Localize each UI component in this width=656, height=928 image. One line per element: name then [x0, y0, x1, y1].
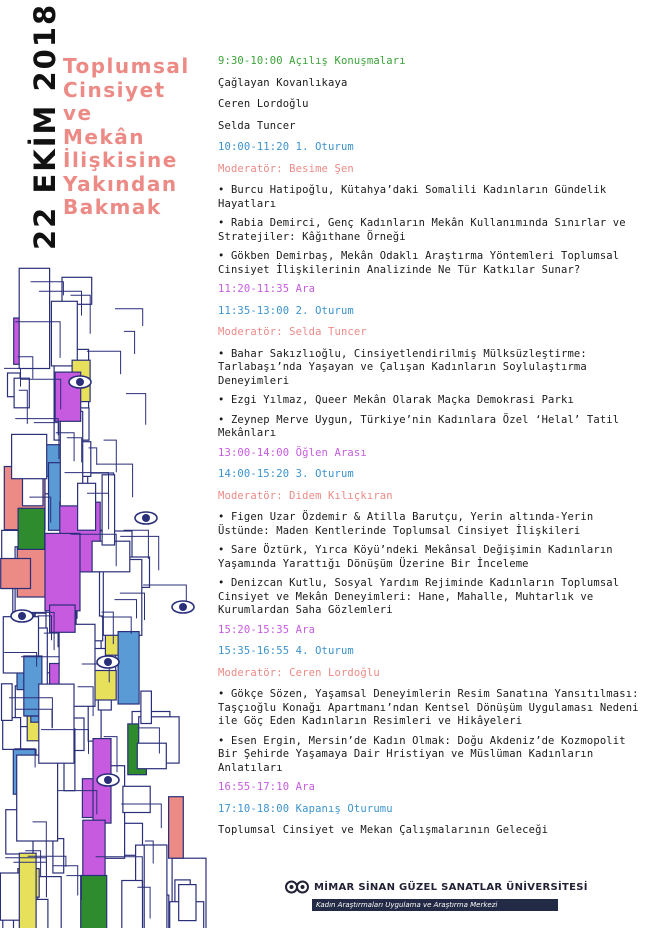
- opening-speaker: Çağlayan Kovanlıkaya: [218, 76, 348, 89]
- art-building-outline: [123, 786, 150, 812]
- event-title: [63, 55, 213, 220]
- talk-item: • Gökçe Sözen, Yaşamsal Deneyimlerin Resim Sanatına Yansıtılması: Taşçıoğlu Konağı Apartmanı’ndan Kentsel Dönüşüm Uygulaması Nedeni ile Göç Eden Kadınların Resimleri ve Hikâyeleri: [218, 688, 639, 727]
- session-heading: 10:00-11:20 1. Oturum: [218, 141, 354, 153]
- talk-item: • Esen Ergin, Mersin’de Kadın Olmak: Doğu Akdeniz’de Kozmopolit Bir Şehirde Yaşamaya Dair Hristiyan ve Müslüman Kadınların Anlatıları: [218, 734, 626, 774]
- talk-item: • Figen Uzar Özdemir & Atilla Barutçu, Yerin altında-Yerin Üstünde: Maden Kentlerinde Toplumsal Cinsiyet İlişkileri: [218, 511, 594, 537]
- session-moderator: Moderatör: Selda Tuncer: [218, 326, 367, 338]
- eye-icon: [11, 610, 33, 622]
- footer: [285, 880, 588, 911]
- art-colored-block: [19, 853, 36, 928]
- art-building-outline: [23, 476, 44, 506]
- art-building-outline: [137, 743, 166, 769]
- session-heading: 11:35-13:00 2. Oturum: [218, 304, 354, 317]
- title-line: Yakından: [63, 171, 178, 196]
- title-line: İlişkisine: [63, 148, 178, 172]
- talk-item: • Ezgi Yılmaz, Queer Mekân Olarak Maçka Demokrasi Parkı: [218, 394, 574, 406]
- art-building-outline: [141, 691, 152, 723]
- eye-icon: [97, 774, 119, 786]
- art-colored-block: [118, 632, 139, 704]
- art-building-outline: [0, 873, 20, 920]
- art-colored-block: [45, 533, 80, 610]
- closing-topic: Toplumsal Cinsiyet ve Mekan Çalışmalarının Geleceği: [218, 824, 549, 836]
- break-item: 16:55-17:10 Ara: [218, 781, 316, 793]
- title-line: Cinsiyet: [63, 77, 166, 102]
- art-line: [126, 394, 146, 425]
- art-colored-block: [81, 876, 107, 928]
- break-item: 13:00-14:00 Öğlen Arası: [218, 446, 367, 459]
- art-line: [115, 309, 143, 326]
- art-building-outline: [2, 684, 13, 721]
- art-line: [104, 440, 117, 472]
- university-row: [285, 880, 588, 894]
- talk-item: • Rabia Demirci, Genç Kadınların Mekân Kullanımında Sınırlar ve Stratejiler: Kâğıthane Örneği: [218, 217, 626, 243]
- art-line: [87, 351, 121, 374]
- research-center-name: Kadın Araştırmaları Uygulama ve Araştırma Merkezi: [312, 899, 558, 911]
- session-heading: 14:00-15:20 3. Oturum: [218, 468, 354, 480]
- art-building-outline: [144, 845, 167, 928]
- art-building-outline: [39, 684, 74, 763]
- program-list: [218, 55, 643, 846]
- session-moderator: Moderatör: Besime Şen: [218, 162, 354, 175]
- event-date: 22 EKİM 2018: [28, 2, 62, 250]
- title-line: Bakmak: [63, 195, 162, 219]
- art-colored-block: [169, 797, 184, 859]
- art-building-outline: [12, 434, 47, 478]
- art-building-outline: [92, 541, 130, 572]
- art-building-outline: [17, 755, 58, 841]
- break-item: 15:20-15:35 Ara: [218, 623, 316, 636]
- opening-speaker: Selda Tuncer: [218, 119, 296, 132]
- session-moderator: Moderatör: Didem Kılıçkıran: [218, 489, 393, 502]
- title-line: Toplumsal: [63, 54, 190, 78]
- art-colored-block: [1, 559, 31, 589]
- talk-item: • Burcu Hatipoğlu, Kütahya’daki Somalili Kadınların Gündelik Hayatları: [218, 184, 607, 210]
- eye-icon: [172, 601, 194, 613]
- talk-item: • Gökben Demirbaş, Mekân Odaklı Araştırma Yöntemleri Toplumsal Cinsiyet İlişkilerinin Analizinde Ne Tür Katkılar Sunar?: [218, 250, 620, 276]
- talk-item: • Sare Öztürk, Yırca Köyü’ndeki Mekânsal Değişimin Kadınların Yaşamında Yarattığı Dönüşüm Üzerine Bir İnceleme: [218, 544, 613, 570]
- art-building-outline: [179, 885, 196, 921]
- art-line: [66, 876, 81, 900]
- talk-item: • Zeynep Merve Uygun, Türkiye’nin Kadınlara Özel ‘Helal’ Tatil Mekânları: [218, 413, 620, 439]
- opening-time: 9:30-10:00 Açılış Konuşmaları: [218, 55, 406, 67]
- talk-item: • Bahar Sakızlıoğlu, Cinsiyetlendirilmiş Mülksüzleştirme: Tarlabaşı’nda Yaşayan ve Çalışan Kadınların Soylulaştırma Deneyimleri: [218, 347, 587, 387]
- eye-icon: [69, 376, 91, 388]
- art-building-outline: [3, 718, 21, 750]
- talk-item: • Denizcan Kutlu, Sosyal Yardım Rejiminde Kadınların Toplumsal Cinsiyet ve Mekân Deneyimleri: Hane, Mahalle, Muhtarlık ve Kurumlardan Saha Gözlemleri: [218, 577, 620, 616]
- session-heading: 15:35-16:55 4. Oturum: [218, 645, 354, 657]
- eye-icon: [97, 656, 119, 668]
- art-building-outline: [19, 268, 49, 368]
- university-name: MİMAR SİNAN GÜZEL SANATLAR ÜNİVERSİTESİ: [314, 881, 588, 893]
- break-item: 11:20-11:35 Ara: [218, 283, 316, 295]
- university-logo-icon: [285, 880, 309, 894]
- art-colored-block: [50, 605, 76, 632]
- art-line: [124, 331, 135, 354]
- eye-icon: [135, 512, 157, 524]
- art-line: [15, 419, 58, 436]
- art-building-outline: [78, 483, 96, 530]
- art-colored-block: [18, 508, 45, 549]
- art-building-outline: [51, 301, 77, 366]
- opening-speaker: Ceren Lordoğlu: [218, 98, 309, 110]
- session-moderator: Moderatör: Ceren Lordoğlu: [218, 666, 380, 679]
- title-line: Mekân: [63, 124, 146, 149]
- session-heading: 17:10-18:00 Kapanış Oturumu: [218, 802, 393, 815]
- title-line: ve: [63, 101, 93, 125]
